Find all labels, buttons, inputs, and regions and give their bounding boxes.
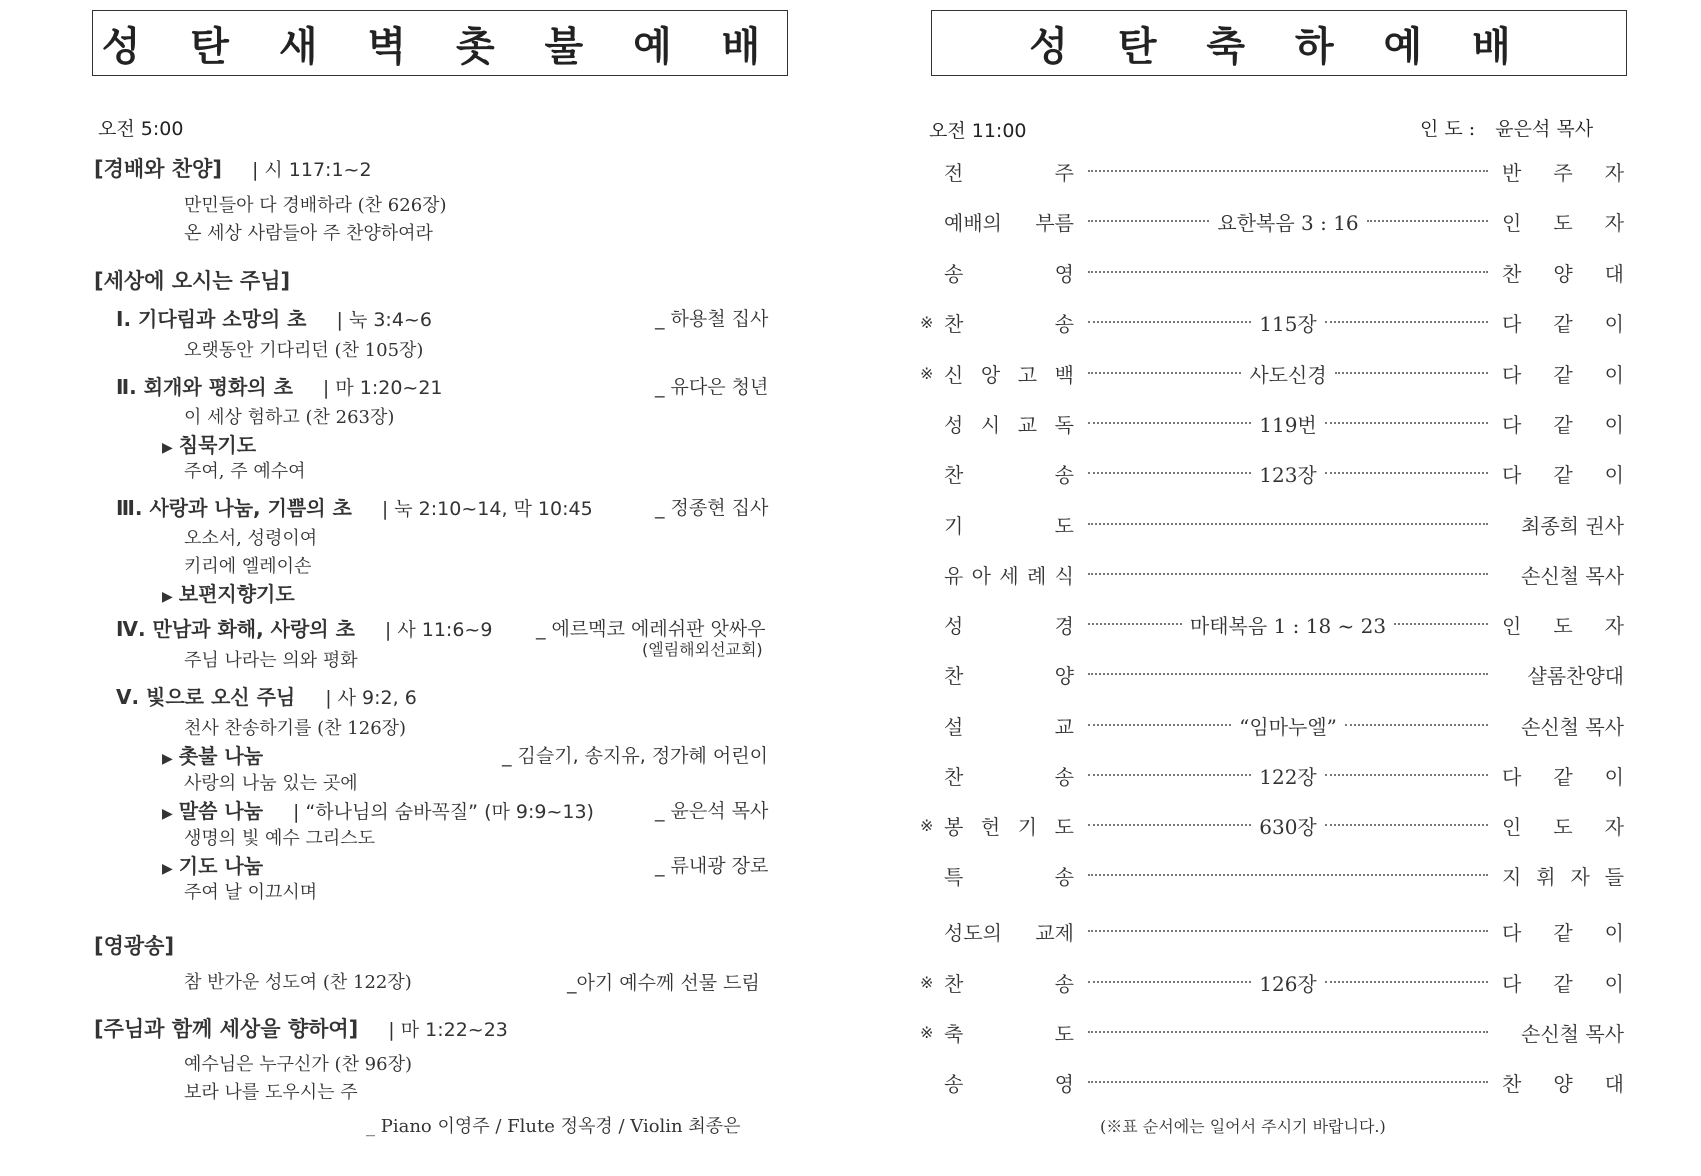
order-label: 찬 양 bbox=[944, 663, 1074, 688]
candle-title: Ⅲ. 사랑과 나눔, 기쁨의 초 bbox=[116, 496, 352, 520]
song-line: 오소서, 성령이여 bbox=[184, 528, 318, 549]
dot-leader bbox=[1088, 573, 1488, 575]
order-performer: 다 같 이 bbox=[1502, 362, 1624, 387]
order-label: 송 영 bbox=[944, 1071, 1074, 1096]
leader-line bbox=[1420, 114, 1593, 141]
triangle-bullet-icon: ▶ bbox=[162, 861, 173, 877]
order-label: 찬 송 bbox=[944, 971, 1074, 996]
order-label: 송 영 bbox=[944, 261, 1074, 286]
standing-mark: ※ bbox=[920, 312, 934, 332]
christmas-service-title: 성 탄 축 하 예 배 bbox=[931, 10, 1627, 76]
order-performer: 다 같 이 bbox=[1502, 311, 1624, 336]
scripture-ref: | 눅 3:4~6 bbox=[336, 309, 432, 331]
order-row bbox=[920, 658, 1624, 690]
order-label: 성 시 교 독 bbox=[944, 412, 1074, 437]
order-label: 성도의 교제 bbox=[944, 920, 1074, 945]
leader-label: 인 도 : bbox=[1420, 118, 1476, 140]
scripture-ref: | 사 9:2, 6 bbox=[325, 687, 417, 709]
order-label: 전 주 bbox=[944, 160, 1074, 185]
order-performer: 최종희 권사 bbox=[1521, 513, 1624, 538]
dawn-service-time: 오전 5:00 bbox=[98, 118, 184, 140]
order-performer: 손신철 목사 bbox=[1521, 563, 1624, 588]
musicians-line: _ Piano 이영주 / Flute 정옥경 / Violin 최종은 bbox=[366, 1116, 741, 1137]
order-performer: 다 같 이 bbox=[1502, 462, 1624, 487]
order-detail: 126장 bbox=[1259, 971, 1317, 996]
standing-mark: ※ bbox=[920, 363, 934, 383]
song-line: 주여, 주 예수여 bbox=[184, 461, 306, 482]
christmas-service-time: 오전 11:00 bbox=[929, 120, 1027, 142]
order-row bbox=[920, 508, 1624, 540]
order-detail: 630장 bbox=[1259, 814, 1317, 839]
song-line: 오랫동안 기다리던 (찬 105장) bbox=[184, 340, 424, 361]
dot-leader bbox=[1088, 308, 1488, 337]
sub-item: ▶ 침묵기도 bbox=[162, 433, 257, 457]
order-row bbox=[920, 558, 1624, 590]
order-label: 찬 송 bbox=[944, 311, 1074, 336]
sub-person: _ 김슬기, 송지유, 정가혜 어린이 bbox=[502, 745, 768, 767]
candle-4-person: _ 에르멕코 에레쉬판 앗싸우 bbox=[536, 618, 766, 640]
order-row bbox=[920, 966, 1624, 998]
order-performer: 손신철 목사 bbox=[1521, 1021, 1624, 1046]
order-detail: 123장 bbox=[1259, 462, 1317, 487]
sub-item: ▶ 보편지향기도 bbox=[162, 582, 295, 606]
order-row bbox=[920, 1066, 1624, 1098]
candle-title: Ⅱ. 회개와 평화의 초 bbox=[116, 375, 293, 399]
order-performer: 찬 양 대 bbox=[1502, 1071, 1624, 1096]
dot-leader bbox=[1088, 359, 1488, 388]
order-row bbox=[920, 155, 1624, 187]
dot-leader bbox=[1088, 811, 1488, 840]
dot-leader bbox=[1088, 523, 1488, 525]
song-line: 참 반가운 성도여 (찬 122장) bbox=[184, 972, 412, 993]
scripture-ref: | “하나님의 숨바꼭질” (마 9:9~13) bbox=[293, 801, 594, 823]
dot-leader bbox=[1088, 409, 1488, 438]
candle-3-person: _ 정종현 집사 bbox=[655, 497, 769, 519]
scripture-ref: | 사 11:6~9 bbox=[384, 619, 493, 641]
dot-leader bbox=[1088, 207, 1488, 236]
dot-leader bbox=[1088, 170, 1488, 172]
order-row bbox=[920, 407, 1624, 439]
triangle-bullet-icon: ▶ bbox=[162, 440, 173, 456]
dot-leader bbox=[1088, 874, 1488, 876]
order-label: 특 송 bbox=[944, 864, 1074, 889]
song-line: 만민들아 다 경배하라 (찬 626장) bbox=[184, 195, 447, 216]
candle-title: Ⅳ. 만남과 화해, 사랑의 초 bbox=[116, 617, 355, 641]
standing-footnote: (※표 순서에는 일어서 주시기 바랍니다.) bbox=[1100, 1117, 1386, 1136]
order-detail: 119번 bbox=[1259, 412, 1317, 437]
gift-note: _아기 예수께 선물 드림 bbox=[567, 972, 760, 994]
dot-leader bbox=[1088, 1081, 1488, 1083]
order-row bbox=[920, 859, 1624, 891]
order-row bbox=[920, 759, 1624, 791]
section-head-coming-lord: [세상에 오시는 주님] bbox=[94, 269, 291, 293]
scripture-ref: | 시 117:1~2 bbox=[251, 159, 372, 181]
candle-1-person: _ 하용철 집사 bbox=[655, 308, 769, 330]
order-performer: 인 도 자 bbox=[1502, 814, 1624, 839]
section-head-sending bbox=[94, 1013, 508, 1043]
dot-leader bbox=[1088, 761, 1488, 790]
song-line: 이 세상 험하고 (찬 263장) bbox=[184, 407, 395, 428]
dot-leader bbox=[1088, 271, 1488, 273]
order-performer: 다 같 이 bbox=[1502, 920, 1624, 945]
standing-mark: ※ bbox=[920, 972, 934, 992]
order-label: 축 도 bbox=[944, 1021, 1074, 1046]
order-detail: 115장 bbox=[1259, 311, 1317, 336]
candle-4-org: (엘림해외선교회) bbox=[642, 640, 763, 659]
song-line: 온 세상 사람들아 주 찬양하여라 bbox=[184, 223, 433, 244]
order-row bbox=[920, 709, 1624, 741]
section-head-worship bbox=[94, 153, 372, 183]
scripture-ref: | 마 1:22~23 bbox=[388, 1019, 508, 1041]
sub-person: _ 윤은석 목사 bbox=[655, 800, 769, 822]
dot-leader bbox=[1088, 459, 1488, 488]
order-performer: 인 도 자 bbox=[1502, 613, 1624, 638]
triangle-bullet-icon: ▶ bbox=[162, 589, 173, 605]
order-performer: 찬 양 대 bbox=[1502, 261, 1624, 286]
dot-leader bbox=[1088, 968, 1488, 997]
song-line: 키리에 엘레이손 bbox=[184, 556, 312, 577]
order-performer: 손신철 목사 bbox=[1521, 714, 1624, 739]
order-label: 찬 송 bbox=[944, 462, 1074, 487]
dot-leader bbox=[1088, 711, 1488, 740]
section-title: [경배와 찬양] bbox=[94, 157, 222, 181]
dawn-service-title: 성 탄 새 벽 촛 불 예 배 bbox=[92, 10, 788, 76]
dot-leader bbox=[1088, 1031, 1488, 1033]
dot-leader bbox=[1088, 610, 1488, 639]
candle-title: Ⅴ. 빛으로 오신 주님 bbox=[116, 685, 296, 709]
order-label: 설 교 bbox=[944, 714, 1074, 739]
sub-person: _ 류내광 장로 bbox=[655, 855, 769, 877]
order-performer: 다 같 이 bbox=[1502, 764, 1624, 789]
order-detail: 요한복음 3 : 16 bbox=[1217, 210, 1359, 235]
standing-mark: ※ bbox=[920, 1022, 934, 1042]
song-line: 보라 나를 도우시는 주 bbox=[184, 1082, 358, 1103]
song-line: 천사 찬송하기를 (찬 126장) bbox=[184, 718, 407, 739]
order-row bbox=[920, 357, 1624, 389]
order-label: 찬 송 bbox=[944, 764, 1074, 789]
order-label: 유 아 세 례 식 bbox=[944, 563, 1074, 588]
dot-leader bbox=[1088, 930, 1488, 932]
order-label: 기 도 bbox=[944, 513, 1074, 538]
candle-2-head bbox=[116, 371, 443, 400]
order-performer: 샬롬찬양대 bbox=[1527, 663, 1624, 688]
order-performer: 반 주 자 bbox=[1502, 160, 1624, 185]
order-row bbox=[920, 608, 1624, 640]
sub-item: ▶ 기도 나눔 bbox=[162, 854, 264, 878]
order-row bbox=[920, 205, 1624, 237]
order-row bbox=[920, 915, 1624, 947]
order-label: 봉 헌 기 도 bbox=[944, 814, 1074, 839]
song-line: 예수님은 누구신가 (찬 96장) bbox=[184, 1054, 412, 1075]
order-label: 성 경 bbox=[944, 613, 1074, 638]
order-detail: 마태복음 1 : 18 ~ 23 bbox=[1189, 613, 1387, 638]
sub-item: ▶ 말씀 나눔 | “하나님의 숨바꼭질” (마 9:9~13) bbox=[162, 799, 594, 823]
order-performer: 인 도 자 bbox=[1502, 210, 1624, 235]
scripture-ref: | 눅 2:10~14, 막 10:45 bbox=[381, 498, 593, 520]
standing-mark: ※ bbox=[920, 815, 934, 835]
order-performer: 다 같 이 bbox=[1502, 971, 1624, 996]
order-detail: 사도신경 bbox=[1249, 362, 1327, 387]
candle-1-head bbox=[116, 303, 432, 332]
song-line: 사랑의 나눔 있는 곳에 bbox=[184, 773, 358, 794]
order-label: 신 앙 고 백 bbox=[944, 362, 1074, 387]
candle-3-head bbox=[116, 492, 593, 521]
order-row bbox=[920, 809, 1624, 841]
song-line: 주여 날 이끄시며 bbox=[184, 882, 318, 903]
order-detail: “임마누엘” bbox=[1239, 714, 1337, 739]
candle-title: Ⅰ. 기다림과 소망의 초 bbox=[116, 307, 307, 331]
order-performer: 지 휘 자 들 bbox=[1502, 864, 1624, 889]
order-row bbox=[920, 306, 1624, 338]
candle-4-head bbox=[116, 613, 492, 642]
order-row bbox=[920, 256, 1624, 288]
sub-item: ▶ 촛불 나눔 bbox=[162, 744, 264, 768]
order-performer: 다 같 이 bbox=[1502, 412, 1624, 437]
song-line: 생명의 빛 예수 그리스도 bbox=[184, 828, 376, 849]
order-row bbox=[920, 457, 1624, 489]
scripture-ref: | 마 1:20~21 bbox=[322, 377, 443, 399]
song-line: 주님 나라는 의와 평화 bbox=[184, 650, 358, 671]
order-detail: 122장 bbox=[1259, 764, 1317, 789]
section-head-gloria: [영광송] bbox=[94, 934, 175, 958]
dot-leader bbox=[1088, 673, 1488, 675]
triangle-bullet-icon: ▶ bbox=[162, 806, 173, 822]
section-title: [주님과 함께 세상을 향하여] bbox=[94, 1017, 359, 1041]
candle-5-head bbox=[116, 681, 417, 710]
order-label: 예배의 부름 bbox=[944, 210, 1074, 235]
order-row bbox=[920, 1016, 1624, 1048]
candle-2-person: _ 유다은 청년 bbox=[655, 376, 769, 398]
triangle-bullet-icon: ▶ bbox=[162, 751, 173, 767]
leader-name: 윤은석 목사 bbox=[1495, 118, 1594, 140]
